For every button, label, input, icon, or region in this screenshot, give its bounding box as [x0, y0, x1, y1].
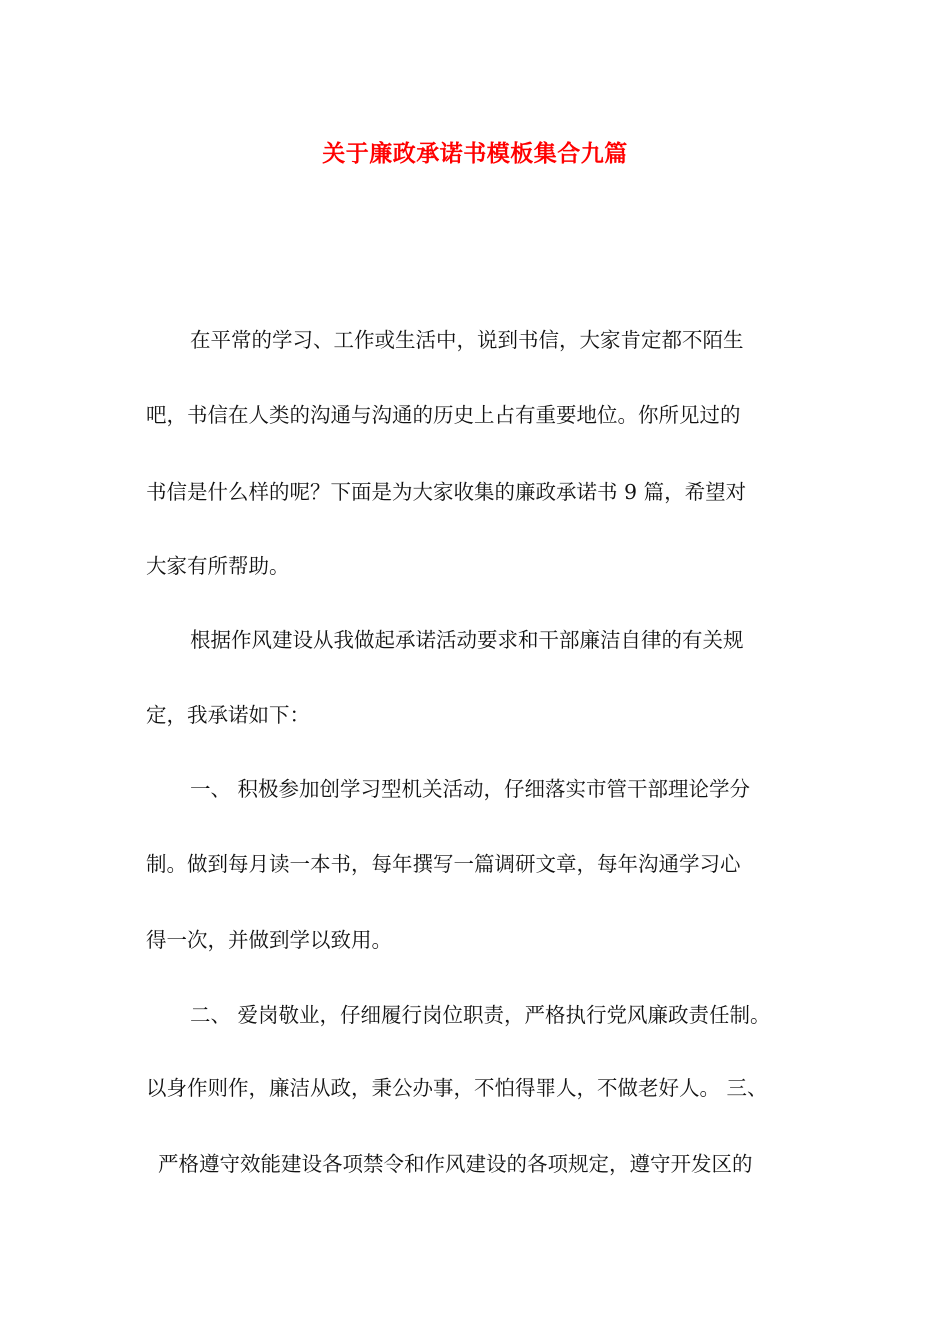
document-title: 关于廉政承诺书模板集合九篇: [322, 140, 628, 167]
line-text: 大家有所帮助。: [146, 554, 290, 578]
line-text: 吧，书信在人类的沟通与沟通的历史上占有重要地位。你所见过的: [146, 403, 741, 427]
line-text: 得一次，并做到学以致用。: [146, 928, 392, 952]
line-text: 严格遵守效能建设各项禁令和作风建设的各项规定，遵守开发区的: [158, 1152, 753, 1176]
text-line: [0, 474, 950, 510]
line-text: 以身作则作，廉洁从政，秉公办事，不怕得罪人，不做老好人。 三、: [146, 1076, 768, 1100]
line-text: 根据作风建设从我做起承诺活动要求和干部廉洁自律的有关规: [190, 628, 744, 652]
text-line: [0, 1146, 950, 1182]
line-text: 在平常的学习、工作或生活中，说到书信，大家肯定都不陌生: [190, 328, 744, 352]
text-line: [0, 397, 950, 433]
text-line: [0, 922, 950, 958]
line-text: 二、 爱岗敬业，仔细履行岗位职责，严格执行党风廉政责任制。: [190, 1003, 771, 1027]
text-line: [0, 622, 950, 658]
line-text: 制。做到每月读一本书，每年撰写一篇调研文章，每年沟通学习心: [146, 852, 741, 876]
text-line: [0, 548, 950, 584]
line-text: 一、 积极参加创学习型机关活动，仔细落实市管干部理论学分: [190, 777, 751, 801]
text-line: [0, 1070, 950, 1106]
line-text: 定，我承诺如下：: [146, 703, 310, 727]
text-line: [0, 846, 950, 882]
text-line: [0, 771, 950, 807]
line-text: 书信是什么样的呢？下面是为大家收集的廉政承诺书 9 篇，希望对: [146, 480, 747, 504]
text-line: [0, 997, 950, 1033]
text-line: [0, 322, 950, 358]
text-line: [0, 697, 950, 733]
